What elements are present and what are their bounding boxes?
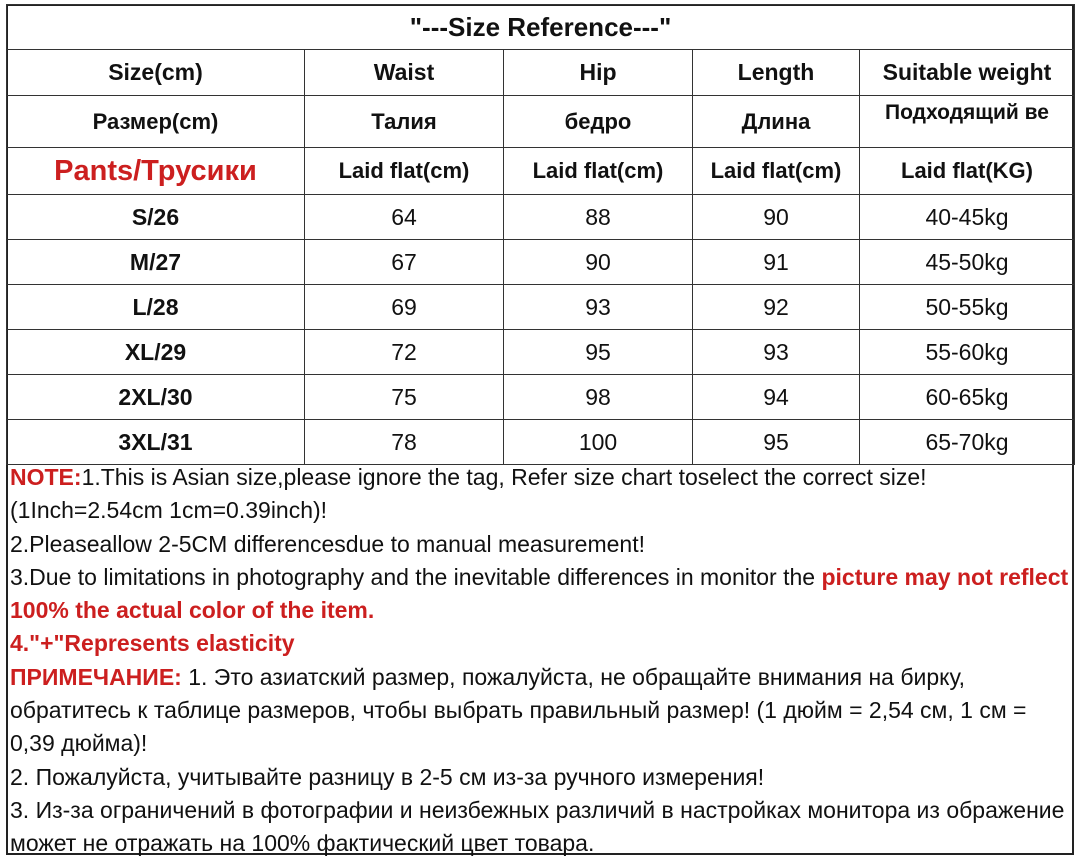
size-cell: L/28 — [7, 285, 305, 330]
measure-waist: Laid flat(cm) — [305, 148, 504, 195]
header-hip: Hip — [504, 50, 693, 96]
size-cell: XL/29 — [7, 330, 305, 375]
length-cell: 94 — [693, 375, 860, 420]
size-chart-table — [6, 4, 1075, 465]
note-3 — [10, 561, 1070, 628]
table-row — [7, 195, 1075, 240]
header-length: Length — [693, 50, 860, 96]
hip-cell: 100 — [504, 420, 693, 465]
pants-label: Pants/Трусики — [7, 148, 305, 195]
note-3-highlight: picture may not reflect 100% the actual color of the item. — [10, 563, 1069, 624]
note-ru-3: 3. Из-за ограничений в фотографии и неизбежных различий в настройках монитора из ображение может не отражать на 100% фактический цвет товара. — [10, 796, 1065, 857]
measure-weight: Laid flat(KG) — [860, 148, 1075, 195]
weight-cell: 65-70kg — [860, 420, 1075, 465]
note-1 — [10, 461, 1070, 528]
weight-cell: 45-50kg — [860, 240, 1075, 285]
header-length-ru: Длина — [693, 96, 860, 148]
title-row — [7, 5, 1075, 50]
weight-cell: 50-55kg — [860, 285, 1075, 330]
table-row — [7, 240, 1075, 285]
waist-cell: 78 — [305, 420, 504, 465]
waist-cell: 75 — [305, 375, 504, 420]
chart-title: "---Size Reference---" — [7, 5, 1075, 50]
header-waist-ru: Талия — [305, 96, 504, 148]
table-row — [7, 330, 1075, 375]
weight-cell: 60-65kg — [860, 375, 1075, 420]
header-row-ru — [7, 96, 1075, 148]
waist-cell: 67 — [305, 240, 504, 285]
size-cell: M/27 — [7, 240, 305, 285]
note-1-text: 1.This is Asian size,please ignore the tag, Refer size chart toselect the correct size!(1Inch=2.54cm 1cm=0.39inch)! — [10, 464, 927, 524]
waist-cell: 64 — [305, 195, 504, 240]
note-ru-1-text: 1. Это азиатский размер, пожалуйста, не обращайте внимания на бирку, обратитесь к таблице размеров, чтобы выбрать правильный размер! (1 дюйм = 2,54 см, 1 см = 0,39 дюйма)! — [10, 663, 1027, 757]
hip-cell: 93 — [504, 285, 693, 330]
length-cell: 92 — [693, 285, 860, 330]
weight-cell: 55-60kg — [860, 330, 1075, 375]
length-cell: 91 — [693, 240, 860, 285]
size-cell: 2XL/30 — [7, 375, 305, 420]
length-cell: 93 — [693, 330, 860, 375]
table-row — [7, 285, 1075, 330]
measure-hip: Laid flat(cm) — [504, 148, 693, 195]
note-ru-2: 2. Пожалуйста, учитывайте разницу в 2-5 см из-за ручного измерения! — [10, 763, 765, 790]
header-hip-ru: бедро — [504, 96, 693, 148]
waist-cell: 72 — [305, 330, 504, 375]
header-size: Size(cm) — [7, 50, 305, 96]
header-row-measure — [7, 148, 1075, 195]
header-row-en — [7, 50, 1075, 96]
note-2: 2.Pleaseallow 2-5CM differencesdue to manual measurement! — [10, 530, 645, 557]
waist-cell: 69 — [305, 285, 504, 330]
table-row — [7, 375, 1075, 420]
length-cell: 95 — [693, 420, 860, 465]
table-row — [7, 420, 1075, 465]
size-cell: 3XL/31 — [7, 420, 305, 465]
note-3-text: 3.Due to limitations in photography and the inevitable differences in monitor the — [10, 563, 822, 590]
note-ru-1 — [10, 661, 1070, 761]
weight-cell: 40-45kg — [860, 195, 1075, 240]
length-cell: 90 — [693, 195, 860, 240]
note-label: NOTE: — [10, 464, 82, 490]
hip-cell: 90 — [504, 240, 693, 285]
size-cell: S/26 — [7, 195, 305, 240]
hip-cell: 88 — [504, 195, 693, 240]
note-ru-label: ПРИМЕЧАНИЕ: — [10, 663, 182, 690]
hip-cell: 98 — [504, 375, 693, 420]
measure-length: Laid flat(cm) — [693, 148, 860, 195]
header-weight: Suitable weight — [860, 50, 1075, 96]
note-4: 4."+"Represents elasticity — [10, 630, 295, 657]
hip-cell: 95 — [504, 330, 693, 375]
header-waist: Waist — [305, 50, 504, 96]
header-weight-ru: Подходящий ве — [860, 96, 1075, 148]
header-size-ru: Размер(cm) — [7, 96, 305, 148]
notes-section — [10, 461, 1070, 861]
